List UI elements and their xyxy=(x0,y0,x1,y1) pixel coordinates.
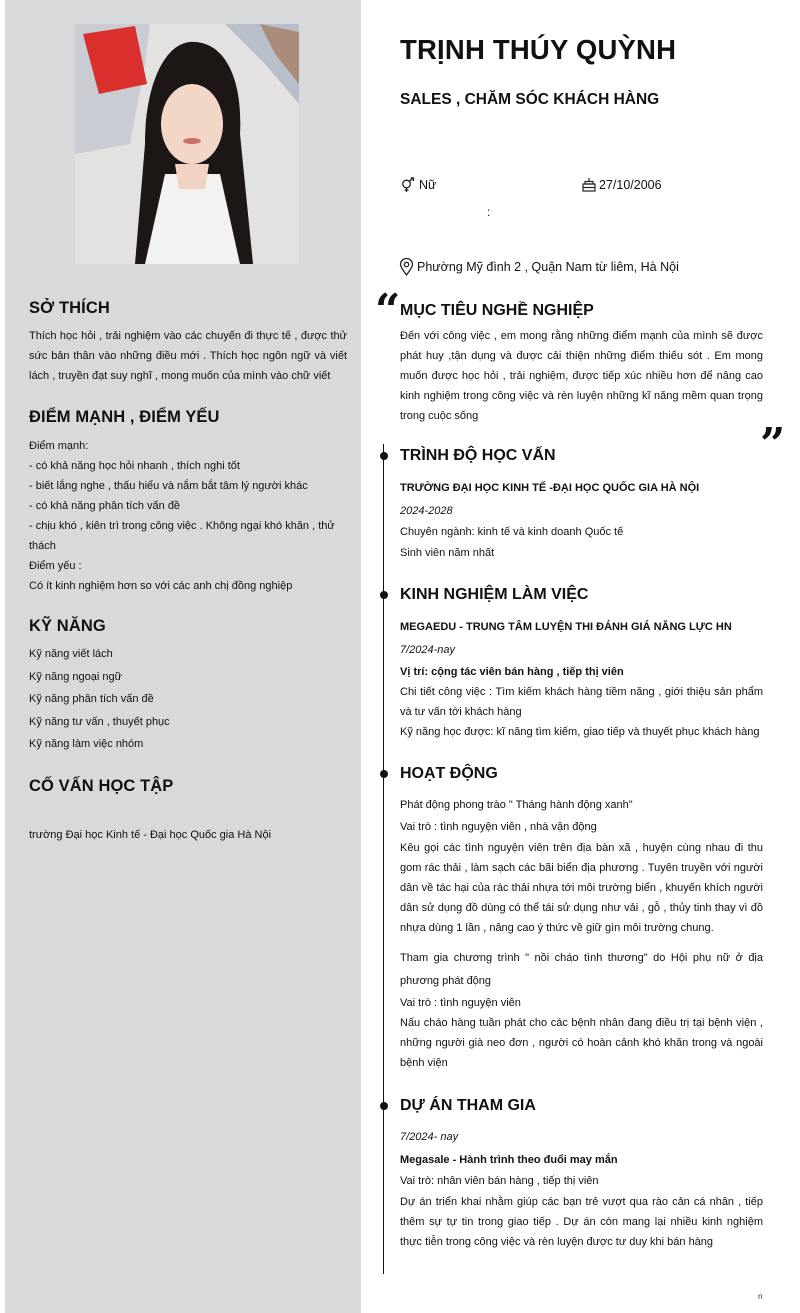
skill-item: Kỹ năng viết lách xyxy=(29,648,113,660)
strengths-line: - có khả năng phân tích vấn đề xyxy=(29,500,181,512)
gender-info xyxy=(400,177,436,193)
dob-value: 27/10/2006 xyxy=(599,177,662,192)
skills-title: KỸ NĂNG xyxy=(29,617,106,635)
project-role: Vai trò: nhân viên bán hàng , tiếp thị viên xyxy=(400,1175,599,1187)
experience-section xyxy=(400,586,763,742)
experience-period: 7/2024-nay xyxy=(400,644,456,656)
activity-2-role: Vai trò : tình nguyện viên xyxy=(400,997,521,1009)
advisor-title: CỐ VẤN HỌC TẬP xyxy=(29,777,174,795)
education-section xyxy=(400,447,763,564)
education-year: Sinh viên năm nhất xyxy=(400,547,495,559)
skill-item: Kỹ năng phân tích vấn đề xyxy=(29,693,154,705)
quote-close-icon: ” xyxy=(760,419,786,470)
objective-text: Đến với công việc , em mong rằng những điểm mạnh của mình sẽ được phát huy ,tận dụng và được cải thiện những điểm thiếu sót . Em mong muốn được học hỏi , trải nghiệm, được tiếp xúc nhiều hơn để nâng cao kinh nghiệm trong công việc và rèn luyện những kĩ năng mềm quan trọng trong cuộc sống xyxy=(400,330,763,422)
candidate-role: SALES , CHĂM SÓC KHÁCH HÀNG xyxy=(400,91,660,108)
timeline-line xyxy=(383,444,384,1274)
timeline-dot xyxy=(380,770,388,778)
education-school: TRƯỜNG ĐẠI HỌC KINH TẾ -ĐẠI HỌC QUỐC GIA HÀ NỘI xyxy=(400,482,700,494)
location-icon xyxy=(399,258,414,276)
profile-photo xyxy=(75,24,299,264)
hobbies-section xyxy=(29,299,347,386)
education-major: Chuyên ngành: kinh tế và kinh doanh Quốc tế xyxy=(400,526,624,538)
gender-icon xyxy=(400,177,416,193)
strengths-line: Có ít kinh nghiệm hơn so với các anh chị đồng nghiệp xyxy=(29,580,293,592)
activities-section xyxy=(400,765,763,1073)
activity-1-text: Kêu gọi các tình nguyện viên trên địa bàn xã , huyện cùng nhau đi thu gom rác thải , làm sạch các bãi biển địa phương . Tuyên truyền với người dân về tác hại của rác thải nhựa tới môi trường biển , khuyến khích người dân sử dụng đồ dùng có thể tái sử dụng như vải , gỗ , thủy tinh thay vì đồ nhựa dùng 1 lần , nâng cao ý thức về giữ gìn môi trường chung. xyxy=(400,842,763,934)
strengths-line: - biết lắng nghe , thấu hiểu và nắm bắt tâm lý người khác xyxy=(29,480,308,492)
advisor-text: trường Đại học Kinh tế - Đại học Quốc gia Hà Nội xyxy=(29,829,272,841)
activity-2-text: Nấu cháo hàng tuần phát cho các bệnh nhân đang điều trị tại bệnh viện , những người già neo đơn , người có hoàn cảnh khó khăn trong và ngoài bệnh viện xyxy=(400,1017,763,1069)
activity-2-name: Tham gia chương trình " nồi cháo tình thương" do Hội phụ nữ ở địa phương phát động xyxy=(400,952,763,987)
strengths-line: Điểm yếu : xyxy=(29,560,82,572)
objective-section xyxy=(400,302,763,426)
projects-section xyxy=(400,1097,763,1252)
calendar-icon xyxy=(582,177,596,192)
projects-title: DỰ ÁN THAM GIA xyxy=(400,1097,536,1114)
strengths-section xyxy=(29,408,347,596)
page-mark: n xyxy=(758,1292,763,1301)
gender-value: Nữ xyxy=(419,178,437,192)
timeline-dot xyxy=(380,591,388,599)
project-name: Megasale - Hành trình theo đuổi may mắn xyxy=(400,1154,618,1166)
timeline-dot xyxy=(380,1102,388,1110)
quote-open-icon: “ xyxy=(375,285,401,336)
info-separator: : xyxy=(487,205,491,219)
hobbies-text: Thích học hỏi , trải nghiệm vào các chuyến đi thực tế , được thử sức bản thân vào những điều mới . Thích học ngôn ngữ và viết lách , truyền đạt suy nghĩ , mong muốn của mình vào chữ viết xyxy=(29,330,347,382)
experience-detail: Chi tiết công việc : Tìm kiếm khách hàng tiềm năng , giới thiệu sản phẩm và tư vấn tới khách hàng xyxy=(400,686,763,718)
strengths-line: - chịu khó , kiên trì trong công việc . Không ngại khó khăn , thử thách xyxy=(29,520,335,552)
experience-position: Vị trí: cộng tác viên bán hàng , tiếp thị viên xyxy=(400,666,624,678)
candidate-name: TRỊNH THÚY QUỲNH xyxy=(400,34,677,65)
activity-1-name: Phát động phong trào " Tháng hành động xanh" xyxy=(400,799,633,811)
project-text: Dự án triển khai nhằm giúp các bạn trẻ vượt qua rào cản cá nhân , tiếp thêm sự tự tin trong giao tiếp . Dự án còn mang lại nhiều kinh nghiệm thực tiễn trong công việc và rèn luyện được tư duy khi bán hàng xyxy=(400,1196,763,1248)
strengths-line: Điểm mạnh: xyxy=(29,440,89,452)
experience-title: KINH NGHIỆM LÀM VIỆC xyxy=(400,586,589,603)
timeline-dot xyxy=(380,452,388,460)
project-period: 7/2024- nay xyxy=(400,1131,459,1143)
skills-section xyxy=(29,617,347,756)
address-value: Phường Mỹ đình 2 , Quận Nam từ liêm, Hà Nội xyxy=(417,260,679,274)
activities-title: HOẠT ĐỘNG xyxy=(400,765,498,782)
dob-info xyxy=(582,177,662,192)
address-info xyxy=(399,258,679,276)
activity-1-role: Vai trò : tình nguyện viên , nhà vận động xyxy=(400,821,597,833)
hobbies-title: SỞ THÍCH xyxy=(29,299,110,317)
education-title: TRÌNH ĐỘ HỌC VẤN xyxy=(400,447,556,464)
experience-company: MEGAEDU - TRUNG TÂM LUYỆN THI ĐÁNH GIÁ NĂNG LỰC HN xyxy=(400,621,732,633)
skill-item: Kỹ năng ngoại ngữ xyxy=(29,670,122,683)
advisor-section xyxy=(29,777,347,845)
strengths-title: ĐIỂM MẠNH , ĐIỂM YẾU xyxy=(29,408,220,426)
skill-item: Kỹ năng tư vấn , thuyết phục xyxy=(29,715,170,728)
objective-title: MỤC TIÊU NGHỀ NGHIỆP xyxy=(400,302,594,319)
strengths-line: - có khả năng học hỏi nhanh , thích nghi tốt xyxy=(29,460,240,472)
skill-item: Kỹ năng làm việc nhóm xyxy=(29,738,144,750)
education-period: 2024-2028 xyxy=(400,505,453,517)
experience-skills: Kỹ năng học được: kĩ năng tìm kiếm, giao tiếp và thuyết phục khách hàng xyxy=(400,726,760,738)
